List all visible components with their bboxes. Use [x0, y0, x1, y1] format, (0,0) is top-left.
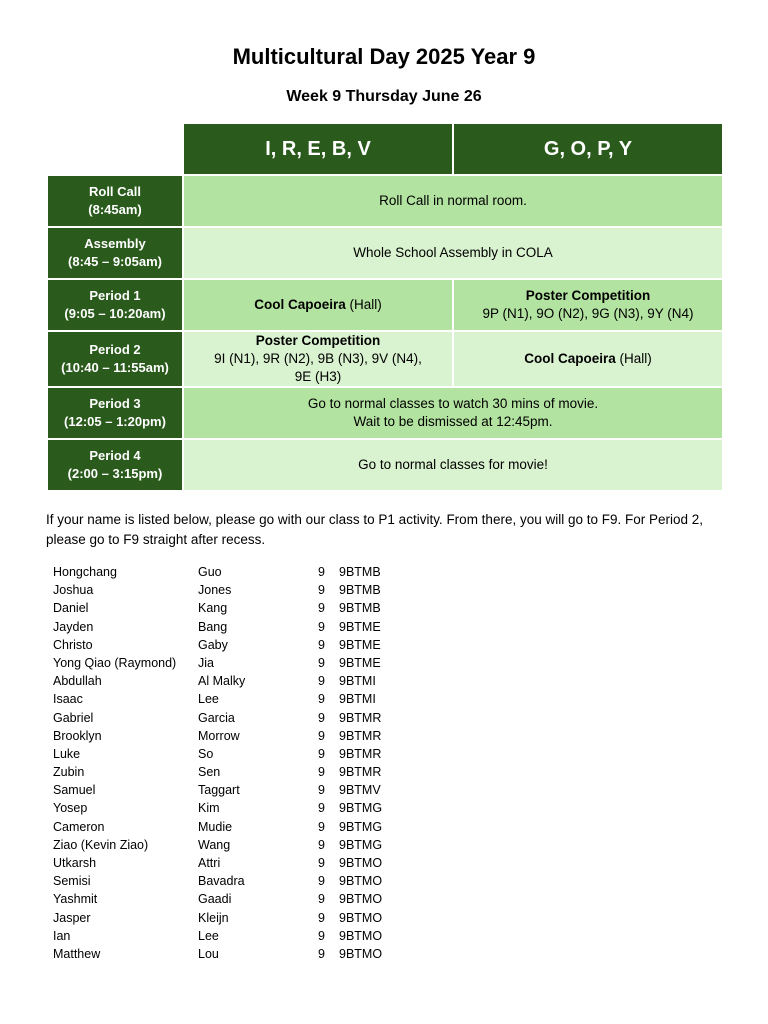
cell-roll-call: Roll Call in normal room.: [183, 175, 723, 227]
instruction-note: If your name is listed below, please go with our class to P1 activity. From there, you will go to F9. For Period 2, please go to F9 straight after recess.: [46, 512, 704, 547]
list-item: [53, 636, 453, 654]
cell-period-2-group-1: [183, 331, 453, 387]
student-last-name: Attri: [198, 856, 221, 870]
student-class: 9BTME: [339, 637, 381, 652]
activity-name: Poster Competition: [255, 333, 381, 348]
student-year: 9: [318, 619, 325, 634]
list-item: [53, 945, 453, 963]
student-year: 9: [318, 819, 325, 834]
student-year: 9: [318, 655, 325, 670]
activity-location: (Hall): [615, 351, 652, 366]
student-year: 9: [318, 728, 325, 743]
student-first-name: Jayden: [53, 619, 94, 634]
student-class: 9BTMB: [339, 583, 381, 598]
row-header-roll-call: [47, 175, 183, 227]
student-class: 9BTMI: [339, 692, 376, 707]
cell-period-3: [183, 387, 723, 439]
student-last-name: Kleijn: [198, 910, 229, 925]
list-item: [53, 872, 453, 890]
list-item: [53, 690, 453, 708]
student-first-name: Utkarsh: [53, 856, 97, 870]
student-class: 9BTMR: [339, 710, 382, 725]
student-year: 9: [318, 746, 325, 761]
student-year: 9: [318, 601, 325, 616]
student-last-name: Jones: [198, 583, 232, 598]
list-item: [53, 599, 453, 617]
student-last-name: Mudie: [198, 819, 233, 834]
activity-name: Poster Competition: [525, 288, 651, 303]
row-time: (12:05 – 1:20pm): [64, 414, 166, 429]
activity-rooms: 9I (N1), 9R (N2), 9B (N3), 9V (N4),: [214, 351, 422, 366]
student-first-name: Ian: [53, 928, 71, 943]
student-last-name: Lou: [198, 946, 219, 961]
list-item: [53, 618, 453, 636]
row-time: (8:45am): [88, 202, 142, 217]
student-year: 9: [318, 565, 325, 579]
student-class: 9BTMO: [339, 928, 383, 943]
student-first-name: Yong Qiao (Raymond): [53, 655, 177, 670]
list-item: [53, 763, 453, 781]
cell-line-2: Wait to be dismissed at 12:45pm.: [353, 414, 553, 429]
list-item: [53, 727, 453, 745]
row-header-period-1: [47, 279, 183, 331]
student-class: 9BTMV: [339, 783, 381, 798]
row-header-period-4: [47, 439, 183, 491]
student-first-name: Luke: [53, 746, 81, 761]
page-title: Multicultural Day 2025 Year 9: [232, 44, 536, 69]
list-item: [53, 563, 453, 581]
student-year: 9: [318, 928, 325, 943]
student-first-name: Isaac: [53, 692, 83, 707]
student-last-name: Taggart: [198, 783, 240, 798]
student-year: 9: [318, 637, 325, 652]
student-year: 9: [318, 783, 325, 798]
student-first-name: Yosep: [53, 801, 88, 816]
list-item: [53, 854, 453, 872]
table-corner: [47, 123, 183, 175]
student-last-name: Kim: [198, 801, 220, 816]
cell-period-1-group-1: [183, 279, 453, 331]
student-last-name: Sen: [198, 765, 221, 780]
list-item: [53, 581, 453, 599]
student-first-name: Christo: [53, 637, 93, 652]
student-class: 9BTMB: [339, 565, 381, 579]
activity-rooms: 9P (N1), 9O (N2), 9G (N3), 9Y (N4): [482, 306, 694, 321]
list-item: [53, 654, 453, 672]
student-last-name: Guo: [198, 565, 222, 579]
student-year: 9: [318, 765, 325, 780]
row-label: Assembly: [84, 236, 146, 251]
row-time: (10:40 – 11:55am): [61, 360, 169, 375]
row-time: (2:00 – 3:15pm): [67, 466, 163, 481]
student-year: 9: [318, 856, 325, 870]
student-class: 9BTMB: [339, 601, 381, 616]
list-item: [53, 709, 453, 727]
student-last-name: Morrow: [198, 728, 240, 743]
student-year: 9: [318, 674, 325, 689]
column-header-group-2: G, O, P, Y: [453, 123, 723, 175]
activity-location: (Hall): [345, 297, 382, 312]
student-first-name: Samuel: [53, 783, 96, 798]
student-class: 9BTMG: [339, 801, 383, 816]
student-class: 9BTMR: [339, 728, 382, 743]
cell-assembly: Whole School Assembly in COLA: [183, 227, 723, 279]
activity-rooms-cont: 9E (H3): [294, 369, 342, 384]
student-first-name: Zubin: [53, 765, 85, 780]
student-last-name: Bavadra: [198, 874, 245, 889]
row-header-assembly: [47, 227, 183, 279]
student-last-name: So: [198, 746, 214, 761]
student-year: 9: [318, 910, 325, 925]
list-item: [53, 781, 453, 799]
page-subtitle: Week 9 Thursday June 26: [286, 88, 482, 105]
activity-name: Cool Capoeira: [524, 351, 616, 366]
student-first-name: Daniel: [53, 601, 89, 616]
list-item: [53, 909, 453, 927]
row-time: (9:05 – 10:20am): [64, 306, 166, 321]
student-year: 9: [318, 710, 325, 725]
student-last-name: Garcia: [198, 710, 235, 725]
list-item: [53, 745, 453, 763]
student-year: 9: [318, 946, 325, 961]
student-last-name: Gaby: [198, 637, 228, 652]
student-class: 9BTMI: [339, 674, 376, 689]
list-item: [53, 927, 453, 945]
student-year: 9: [318, 583, 325, 598]
cell-line-1: Go to normal classes to watch 30 mins of movie.: [307, 396, 599, 411]
row-header-period-2: [47, 331, 183, 387]
student-year: 9: [318, 837, 325, 852]
student-class: 9BTME: [339, 655, 381, 670]
student-first-name: Brooklyn: [53, 728, 102, 743]
row-header-period-3: [47, 387, 183, 439]
row-label: Roll Call: [88, 184, 141, 199]
student-first-name: Hongchang: [53, 565, 117, 579]
student-first-name: Semisi: [53, 874, 91, 889]
student-class: 9BTMO: [339, 856, 383, 870]
student-first-name: Yashmit: [53, 892, 98, 907]
student-year: 9: [318, 892, 325, 907]
row-label: Period 3: [89, 396, 141, 411]
student-class: 9BTMG: [339, 819, 383, 834]
student-last-name: Lee: [198, 692, 219, 707]
column-header-group-1: I, R, E, B, V: [183, 123, 453, 175]
list-item: [53, 836, 453, 854]
student-class: 9BTMR: [339, 746, 382, 761]
row-label: Period 1: [89, 288, 141, 303]
student-class: 9BTMO: [339, 892, 383, 907]
student-last-name: Lee: [198, 928, 219, 943]
student-first-name: Joshua: [53, 583, 94, 598]
student-list: [53, 563, 453, 963]
activity-name: Cool Capoeira: [254, 297, 346, 312]
row-time: (8:45 – 9:05am): [68, 254, 162, 269]
student-last-name: Jia: [198, 655, 214, 670]
student-last-name: Bang: [198, 619, 228, 634]
cell-period-2-group-2: [453, 331, 723, 387]
student-first-name: Ziao (Kevin Ziao): [53, 837, 149, 852]
list-item: [53, 799, 453, 817]
student-year: 9: [318, 874, 325, 889]
row-label: Period 2: [89, 342, 141, 357]
student-class: 9BTMG: [339, 837, 383, 852]
student-class: 9BTMO: [339, 874, 383, 889]
schedule-table: [46, 122, 724, 492]
student-year: 9: [318, 692, 325, 707]
cell-period-4: Go to normal classes for movie!: [183, 439, 723, 491]
student-first-name: Abdullah: [53, 674, 102, 689]
list-item: [53, 890, 453, 908]
student-class: 9BTME: [339, 619, 381, 634]
student-first-name: Gabriel: [53, 710, 94, 725]
row-label: Period 4: [89, 448, 141, 463]
student-class: 9BTMO: [339, 910, 383, 925]
student-first-name: Matthew: [53, 946, 101, 961]
student-class: 9BTMO: [339, 946, 383, 961]
student-year: 9: [318, 801, 325, 816]
student-class: 9BTMR: [339, 765, 382, 780]
student-last-name: Gaadi: [198, 892, 232, 907]
student-last-name: Kang: [198, 601, 228, 616]
student-first-name: Cameron: [53, 819, 105, 834]
cell-period-1-group-2: [453, 279, 723, 331]
student-last-name: Wang: [198, 837, 231, 852]
list-item: [53, 672, 453, 690]
student-last-name: Al Malky: [198, 674, 246, 689]
list-item: [53, 818, 453, 836]
student-first-name: Jasper: [53, 910, 91, 925]
